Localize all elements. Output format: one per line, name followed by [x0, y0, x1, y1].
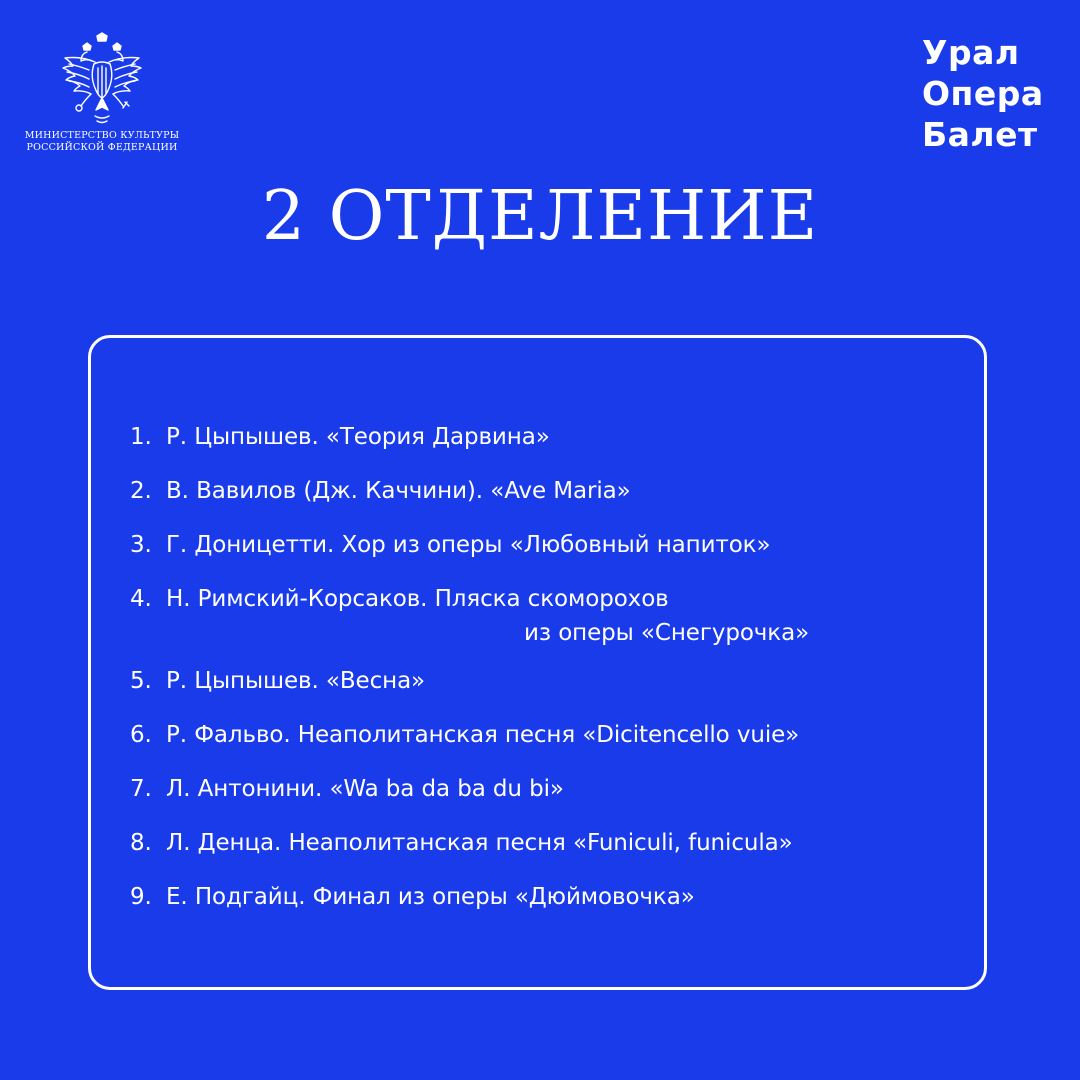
- program-item: [130, 474, 970, 508]
- brand-logo: [922, 32, 1062, 155]
- ministry-logo: [22, 32, 182, 162]
- page-title: 2 ОТДЕЛЕНИЕ: [261, 177, 819, 256]
- ministry-caption: [22, 130, 182, 154]
- program-item: [130, 420, 970, 454]
- program-item-number: 8.: [130, 830, 152, 856]
- program-item-text: Н. Римский-Корсаков. Пляска скоморохов: [166, 586, 669, 612]
- brand-logo-line1: Урал: [922, 33, 1020, 72]
- brand-logo-line3: Балет: [922, 115, 1038, 154]
- program-item: [130, 664, 970, 698]
- program-item-number: 9.: [130, 884, 152, 910]
- program-item: [130, 826, 970, 860]
- program-item-text: Р. Фальво. Неаполитанская песня «Dicitencello vuie»: [166, 722, 800, 748]
- brand-logo-line2: Опера: [922, 74, 1044, 113]
- program-item-text: В. Вавилов (Дж. Каччини). «Ave Maria»: [166, 478, 631, 504]
- program-item-text: Р. Цыпышев. «Весна»: [166, 668, 426, 694]
- program-item-number: 5.: [130, 668, 152, 694]
- program-item-continuation: из оперы «Снегурочка»: [524, 620, 810, 646]
- program-item-text: Л. Денца. Неаполитанская песня «Funiculi, funicula»: [166, 830, 793, 856]
- double-headed-eagle-lyre-icon: [57, 32, 147, 128]
- program-item: [130, 880, 970, 914]
- program-item-text: Р. Цыпышев. «Теория Дарвина»: [166, 424, 550, 450]
- program-item-number: 1.: [130, 424, 152, 450]
- program-item: [130, 528, 970, 562]
- program-item: [130, 772, 970, 806]
- program-item-text: Е. Подгайц. Финал из оперы «Дюймовочка»: [166, 884, 695, 910]
- program-item: [130, 582, 970, 650]
- program-item-number: 6.: [130, 722, 152, 748]
- ministry-caption-line2: РОССИЙСКОЙ ФЕДЕРАЦИИ: [26, 142, 178, 153]
- program-item-number: 7.: [130, 776, 152, 802]
- ministry-caption-line1: МИНИСТЕРСТВО КУЛЬТУРЫ: [24, 130, 180, 141]
- program-item-number: 4.: [130, 586, 152, 612]
- program-item-text: Г. Доницетти. Хор из оперы «Любовный напиток»: [166, 532, 771, 558]
- program-list: [130, 420, 970, 934]
- program-item-number: 2.: [130, 478, 152, 504]
- program-item: [130, 718, 970, 752]
- program-item-number: 3.: [130, 532, 152, 558]
- program-item-text: Л. Антонини. «Wa ba da ba du bi»: [166, 776, 564, 802]
